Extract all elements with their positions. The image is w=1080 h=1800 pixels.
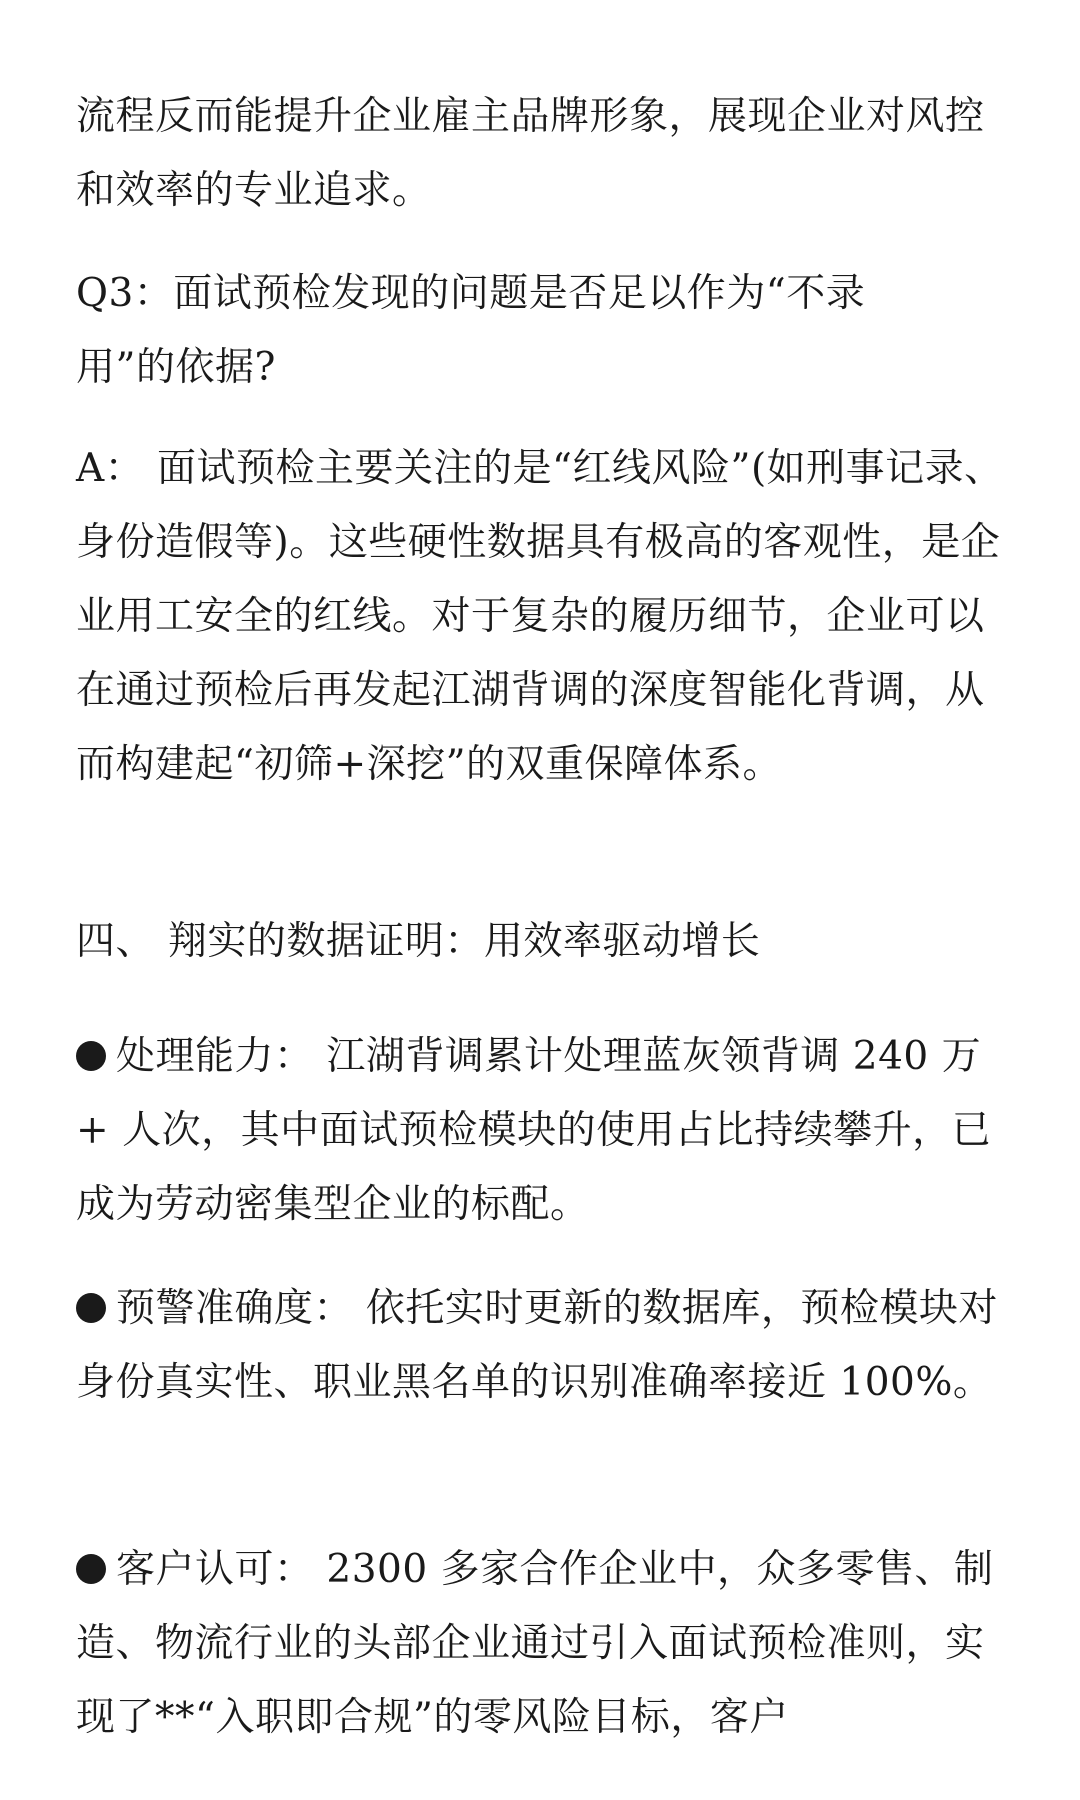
- bullet-dot-icon: [76, 1041, 106, 1071]
- section-heading: 四、 翔实的数据证明：用效率驱动增长: [76, 919, 761, 964]
- bullet-text: 处理能力： 江湖背调累计处理蓝灰领背调 240 万+ 人次，其中面试预检模块的使用占比持续攀升，已成为劳动密集型企业的标配。: [76, 1034, 992, 1227]
- bullet-text: 客户认可： 2300 多家合作企业中，众多零售、制造、物流行业的头部企业通过引入面试预检准则，实现了**“入职即合规”的零风险目标，客户: [76, 1547, 994, 1740]
- bullet-dot-icon: [76, 1554, 106, 1584]
- intro-paragraph: 流程反而能提升企业雇主品牌形象，展现企业对风控和效率的专业追求。: [76, 94, 985, 213]
- answer-a3: A： 面试预检主要关注的是“红线风险”(如刑事记录、身份造假等)。这些硬性数据具有极高的客观性，是企业用工安全的红线。对于复杂的履历细节，企业可以在通过预检后再发起江湖背调的深度智能化背调，从而构建起“初筛+深挖”的双重保障体系。: [76, 446, 1004, 787]
- bullet-processing-capacity: [76, 1020, 998, 1242]
- bullet-text: 预警准确度： 依托实时更新的数据库，预检模块对身份真实性、职业黑名单的识别准确率接近 100%。: [76, 1286, 998, 1405]
- bullet-dot-icon: [76, 1293, 106, 1323]
- bullet-warning-accuracy: [76, 1272, 998, 1420]
- bullet-customer-recognition: [76, 1533, 1006, 1755]
- question-q3: Q3：面试预检发现的问题是否足以作为“不录用”的依据?: [76, 271, 866, 390]
